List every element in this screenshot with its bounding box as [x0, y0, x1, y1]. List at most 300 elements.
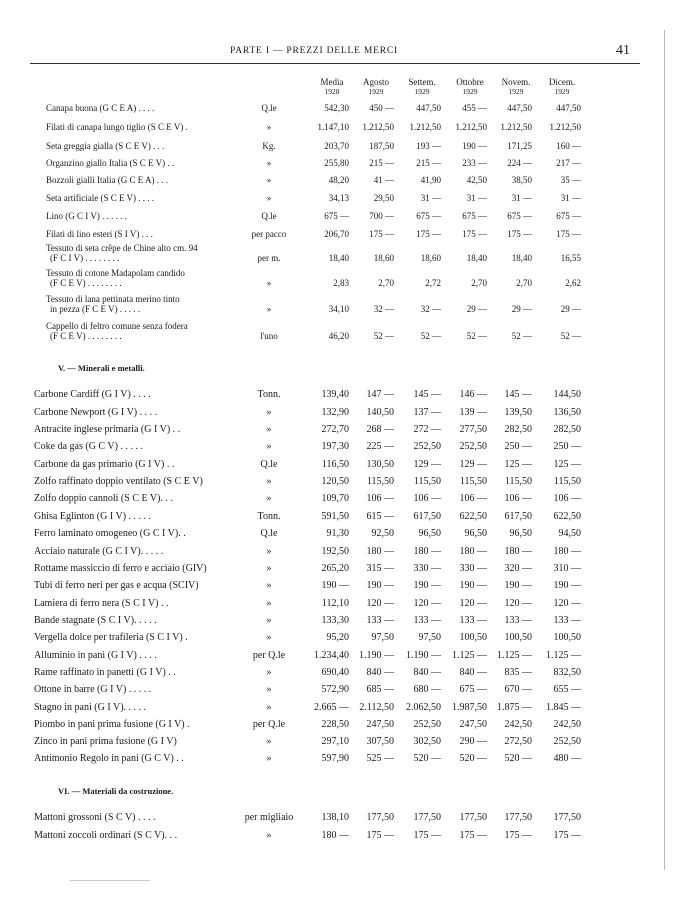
price-cell: 106 —: [366, 493, 394, 504]
page-header: [30, 43, 630, 60]
row-label: Lamiera di ferro nera (S C I V) . .: [34, 598, 169, 609]
price-cell: 52 —: [420, 331, 441, 341]
price-cell: 2,70: [378, 278, 394, 288]
table-row: [0, 158, 682, 171]
price-cell: 192,50: [321, 546, 349, 557]
price-cell: 31 —: [420, 193, 441, 203]
price-cell: 18,40: [466, 253, 487, 263]
price-cell: 1.987,50: [452, 702, 487, 713]
price-cell: 133 —: [413, 615, 441, 626]
row-label: Stagno in pani (G I V). . . . .: [34, 702, 147, 713]
row-label: Filati di canapa lungo tiglio (S C E V) .: [46, 122, 188, 132]
table-row: [0, 268, 682, 291]
price-cell: 277,50: [459, 424, 487, 435]
table-row: [0, 528, 682, 541]
row-label: Antracite inglese primaria (G I V) . .: [34, 424, 181, 435]
row-unit: Q.le: [261, 103, 277, 113]
table-row: [0, 321, 682, 344]
price-cell: 100,50: [459, 632, 487, 643]
row-label: Antimonio Regolo in pani (G C V) . .: [34, 753, 184, 764]
row-unit: Kg.: [262, 141, 276, 151]
price-cell: 137 —: [413, 407, 441, 418]
row-label: Vergella dolce per trafileria (S C I V) .: [34, 632, 188, 643]
price-cell: 203,70: [324, 141, 349, 151]
section-heading-materiali: VI. — Materiali da costruzione.: [58, 786, 174, 796]
table-row: [0, 667, 682, 680]
price-cell: 32 —: [420, 304, 441, 314]
price-cell: 617,50: [413, 511, 441, 522]
table-row: [0, 407, 682, 420]
row-label: Coke da gas (G C V) . . . . .: [34, 441, 143, 452]
price-cell: 622,50: [459, 511, 487, 522]
row-label: Piombo in pani prima fusione (G I V) .: [34, 719, 190, 730]
col-header-dicembre: Dicem. 1929: [548, 77, 576, 96]
row-label: [46, 244, 198, 263]
price-cell: 138,10: [321, 812, 349, 823]
price-cell: 175 —: [553, 830, 581, 841]
price-cell: 175 —: [369, 229, 394, 239]
row-unit: Q.le: [260, 459, 278, 470]
price-cell: 18,40: [511, 253, 532, 263]
price-cell: 52 —: [373, 331, 394, 341]
row-label: Acciaio naturale (G C I V). . . . .: [34, 546, 164, 557]
price-cell: 52 —: [466, 331, 487, 341]
price-cell: 255,80: [324, 158, 349, 168]
row-unit: »: [266, 830, 272, 841]
price-cell: 177,50: [413, 812, 441, 823]
table-row: [0, 389, 682, 402]
price-cell: 139 —: [459, 407, 487, 418]
price-cell: 129 —: [413, 459, 441, 470]
price-cell: 120 —: [459, 598, 487, 609]
row-unit: »: [266, 424, 272, 435]
price-cell: 447,50: [416, 103, 441, 113]
price-cell: 115,50: [366, 476, 394, 487]
col-header-agosto: Agosto 1929: [362, 77, 389, 96]
row-unit: »: [266, 175, 272, 185]
price-cell: 252,50: [459, 441, 487, 452]
table-row: [0, 753, 682, 766]
price-cell: 175 —: [507, 229, 532, 239]
price-cell: 840 —: [459, 667, 487, 678]
running-title: PARTE I — PREZZI DELLE MERCI: [230, 46, 398, 56]
row-unit: per Q.le: [252, 719, 286, 730]
table-row: [0, 650, 682, 663]
price-cell: 120 —: [553, 598, 581, 609]
row-label: Rottame massiccio di ferro e acciaio (GIV): [34, 563, 207, 574]
table-row: [0, 580, 682, 593]
price-cell: 92,50: [371, 528, 394, 539]
price-cell: 1.125 —: [546, 650, 581, 661]
row-unit: »: [266, 580, 272, 591]
price-cell: 18,60: [373, 253, 394, 263]
price-cell: 675 —: [416, 211, 441, 221]
price-cell: 542,30: [324, 103, 349, 113]
price-cell: 190 —: [553, 580, 581, 591]
row-unit: »: [266, 615, 272, 626]
price-cell: 242,50: [553, 719, 581, 730]
price-cell: 690,40: [321, 667, 349, 678]
price-cell: 447,50: [556, 103, 581, 113]
table-row: [0, 493, 682, 506]
price-cell: 95,20: [326, 632, 349, 643]
price-cell: 175 —: [504, 830, 532, 841]
price-cell: 447,50: [507, 103, 532, 113]
price-cell: 52 —: [560, 331, 581, 341]
price-cell: 112,10: [321, 598, 349, 609]
price-cell: 133 —: [366, 615, 394, 626]
scan-artifact: [70, 880, 150, 881]
row-label: Seta greggia gialla (S C E V) . . .: [46, 141, 165, 151]
price-cell: 18,40: [328, 253, 349, 263]
price-cell: 252,50: [413, 441, 441, 452]
price-cell: 32 —: [373, 304, 394, 314]
price-cell: 109,70: [321, 493, 349, 504]
price-cell: 455 —: [462, 103, 487, 113]
table-row: [0, 511, 682, 524]
row-label: Lino (G C I V) . . . . . .: [46, 211, 127, 221]
table-row: [0, 736, 682, 749]
price-cell: 272,70: [321, 424, 349, 435]
price-cell: 91,30: [326, 528, 349, 539]
price-cell: 1.212,50: [549, 122, 581, 132]
row-label-line1: Cappello di feltro comune senza fodera: [46, 321, 188, 331]
price-cell: 252,50: [413, 719, 441, 730]
price-cell: 2,83: [333, 278, 349, 288]
price-cell: 272,50: [504, 736, 532, 747]
row-unit: »: [266, 684, 272, 695]
price-cell: 42,50: [466, 175, 487, 185]
price-cell: 31 —: [466, 193, 487, 203]
price-cell: 225 —: [366, 441, 394, 452]
table-row: [0, 719, 682, 732]
price-cell: 129 —: [459, 459, 487, 470]
row-label: [46, 322, 188, 341]
row-unit: »: [266, 563, 272, 574]
table-row: [0, 830, 682, 843]
price-cell: 133 —: [504, 615, 532, 626]
price-cell: 1.845 —: [546, 702, 581, 713]
table-row: [0, 459, 682, 472]
row-unit: »: [266, 736, 272, 747]
price-cell: 247,50: [366, 719, 394, 730]
price-cell: 215 —: [416, 158, 441, 168]
price-cell: 140,50: [366, 407, 394, 418]
table-row: [0, 702, 682, 715]
price-cell: 252,50: [553, 736, 581, 747]
price-cell: 282,50: [553, 424, 581, 435]
price-cell: 835 —: [504, 667, 532, 678]
row-label: Carbone Cardiff (G I V) . . . .: [34, 389, 151, 400]
row-unit: »: [266, 278, 272, 288]
price-cell: 175 —: [413, 830, 441, 841]
price-cell: 525 —: [366, 753, 394, 764]
price-cell: 670 —: [504, 684, 532, 695]
price-cell: 187,50: [369, 141, 394, 151]
price-cell: 133 —: [553, 615, 581, 626]
price-cell: 675 —: [462, 211, 487, 221]
row-unit: Tonn.: [257, 511, 281, 522]
row-label: Mattoni grossoni (S C V) . . . .: [34, 812, 156, 823]
price-cell: 250 —: [553, 441, 581, 452]
row-unit: »: [266, 702, 272, 713]
price-cell: 160 —: [556, 141, 581, 151]
price-cell: 177,50: [553, 812, 581, 823]
price-cell: 177,50: [366, 812, 394, 823]
price-cell: 675 —: [459, 684, 487, 695]
price-cell: 35 —: [560, 175, 581, 185]
price-cell: 1.147,10: [317, 122, 349, 132]
price-cell: 106 —: [553, 493, 581, 504]
price-cell: 106 —: [413, 493, 441, 504]
price-cell: 120 —: [366, 598, 394, 609]
price-cell: 145 —: [413, 389, 441, 400]
price-cell: 139,40: [321, 389, 349, 400]
price-cell: 2.062,50: [406, 702, 441, 713]
price-cell: 217 —: [556, 158, 581, 168]
price-cell: 2,70: [471, 278, 487, 288]
price-cell: 655 —: [553, 684, 581, 695]
header-rule: [30, 63, 640, 64]
price-cell: 175 —: [556, 229, 581, 239]
table-row: [0, 476, 682, 489]
price-cell: 16,55: [560, 253, 581, 263]
price-cell: 190 —: [459, 580, 487, 591]
row-label: [46, 269, 185, 288]
price-cell: 175 —: [459, 830, 487, 841]
price-cell: 190 —: [462, 141, 487, 151]
row-unit: »: [266, 667, 272, 678]
price-cell: 120 —: [504, 598, 532, 609]
page-number: 41: [616, 43, 630, 58]
row-unit: »: [266, 122, 272, 132]
row-label-line1: Tessuto di lana pettinata merino tinto: [46, 294, 180, 304]
price-cell: 1.234,40: [314, 650, 349, 661]
price-cell: 180 —: [553, 546, 581, 557]
row-unit: »: [266, 193, 272, 203]
price-cell: 675 —: [507, 211, 532, 221]
table-row: [0, 122, 682, 135]
row-label-line1: Tessuto di seta crêpe de Chine alto cm. 94: [46, 243, 198, 253]
col-header-ottobre: Ottobre 1929: [456, 77, 484, 96]
price-cell: 180 —: [413, 546, 441, 557]
price-cell: 115,50: [413, 476, 441, 487]
price-cell: 840 —: [366, 667, 394, 678]
row-unit: »: [266, 407, 272, 418]
price-cell: 29 —: [511, 304, 532, 314]
price-cell: 133,30: [321, 615, 349, 626]
row-unit: »: [266, 753, 272, 764]
price-cell: 268 —: [366, 424, 394, 435]
row-label: Carbone Newport (G I V) . . . .: [34, 407, 158, 418]
price-cell: 177,50: [459, 812, 487, 823]
table-row: [0, 211, 682, 224]
price-cell: 175 —: [462, 229, 487, 239]
row-label: Zinco in pani prima fusione (G I V): [34, 736, 177, 747]
table-row: [0, 193, 682, 206]
section-heading-minerali: V. — Minerali e metalli.: [58, 363, 145, 373]
price-cell: 832,50: [553, 667, 581, 678]
price-cell: 29 —: [560, 304, 581, 314]
price-cell: 265,20: [321, 563, 349, 574]
price-cell: 700 —: [369, 211, 394, 221]
row-unit: per m.: [257, 253, 281, 263]
price-cell: 115,50: [553, 476, 581, 487]
price-cell: 330 —: [413, 563, 441, 574]
table-row: [0, 294, 682, 317]
price-cell: 180 —: [459, 546, 487, 557]
price-cell: 120,50: [321, 476, 349, 487]
price-cell: 100,50: [504, 632, 532, 643]
price-cell: 136,50: [553, 407, 581, 418]
row-label: Zolfo raffinato doppio ventilato (S C E V): [34, 476, 203, 487]
price-cell: 180 —: [321, 830, 349, 841]
price-cell: 144,50: [553, 389, 581, 400]
price-cell: 622,50: [553, 511, 581, 522]
price-cell: 1.212,50: [409, 122, 441, 132]
price-cell: 190 —: [321, 580, 349, 591]
row-label-line2: (F C E V) . . . . . . . .: [50, 330, 122, 341]
price-cell: 145 —: [504, 389, 532, 400]
price-cell: 247,50: [459, 719, 487, 730]
price-cell: 177,50: [504, 812, 532, 823]
price-cell: 282,50: [504, 424, 532, 435]
price-cell: 96,50: [464, 528, 487, 539]
row-unit: per Q.le: [252, 650, 286, 661]
price-cell: 572,90: [321, 684, 349, 695]
row-label-line1: Tessuto di cotone Madapolam candido: [46, 268, 185, 278]
price-cell: 116,50: [321, 459, 349, 470]
price-cell: 190 —: [366, 580, 394, 591]
price-cell: 31 —: [560, 193, 581, 203]
price-cell: 685 —: [366, 684, 394, 695]
row-unit: per pacco: [251, 229, 287, 239]
price-cell: 315 —: [366, 563, 394, 574]
table-row: [0, 546, 682, 559]
price-cell: 302,50: [413, 736, 441, 747]
price-cell: 228,50: [321, 719, 349, 730]
price-cell: 272 —: [413, 424, 441, 435]
table-row: [0, 563, 682, 576]
row-label: Mattoni zoccoli ordinari (S C V). . .: [34, 830, 178, 841]
table-row: [0, 441, 682, 454]
price-cell: 307,50: [366, 736, 394, 747]
col-header-settembre: Settem. 1929: [408, 77, 436, 96]
price-cell: 330 —: [459, 563, 487, 574]
price-cell: 1.875 —: [497, 702, 532, 713]
price-cell: 175 —: [416, 229, 441, 239]
price-cell: 97,50: [371, 632, 394, 643]
price-cell: 139,50: [504, 407, 532, 418]
row-label: Bozzoli gialli Italia (G C E A) . . .: [46, 175, 168, 185]
price-cell: 106 —: [504, 493, 532, 504]
table-row: [0, 229, 682, 242]
price-cell: 106 —: [459, 493, 487, 504]
row-label: Tubi di ferro neri per gas e acqua (SCIV): [34, 580, 199, 591]
price-cell: 190 —: [504, 580, 532, 591]
price-cell: 41,90: [420, 175, 441, 185]
price-cell: 115,50: [504, 476, 532, 487]
price-cell: 97,50: [418, 632, 441, 643]
price-cell: 96,50: [418, 528, 441, 539]
table-row: [0, 424, 682, 437]
price-cell: 41 —: [373, 175, 394, 185]
price-cell: 193 —: [416, 141, 441, 151]
row-unit: »: [266, 476, 272, 487]
price-cell: 520 —: [413, 753, 441, 764]
price-cell: 1.190 —: [406, 650, 441, 661]
price-cell: 320 —: [504, 563, 532, 574]
price-cell: 147 —: [366, 389, 394, 400]
price-cell: 2,70: [516, 278, 532, 288]
price-cell: 675 —: [556, 211, 581, 221]
price-cell: 18,60: [420, 253, 441, 263]
price-cell: 215 —: [369, 158, 394, 168]
price-cell: 125 —: [553, 459, 581, 470]
row-label-line2: (F C E V) . . . . . . . .: [50, 277, 122, 288]
price-cell: 242,50: [504, 719, 532, 730]
price-cell: 100,50: [553, 632, 581, 643]
price-cell: 617,50: [504, 511, 532, 522]
price-cell: 29 —: [466, 304, 487, 314]
row-unit: »: [266, 304, 272, 314]
price-cell: 132,90: [321, 407, 349, 418]
table-row: [0, 615, 682, 628]
price-cell: 96,50: [509, 528, 532, 539]
price-cell: 2,62: [565, 278, 581, 288]
table-row: [0, 141, 682, 154]
price-cell: 48,20: [328, 175, 349, 185]
price-cell: 2.665 —: [314, 702, 349, 713]
price-cell: 175 —: [366, 830, 394, 841]
row-label: Rame raffinato in panetti (G I V) . .: [34, 667, 176, 678]
row-label: Organzino giallo Italia (S C E V) . .: [46, 158, 175, 168]
price-cell: 130,50: [366, 459, 394, 470]
price-cell: 38,50: [511, 175, 532, 185]
col-header-media: Media 1928: [320, 77, 344, 96]
price-cell: 115,50: [459, 476, 487, 487]
row-label: Alluminio in pani (G I V) . . . .: [34, 650, 157, 661]
row-label: Canapa buona (G C E A) . . . .: [46, 103, 155, 113]
price-cell: 1.190 —: [359, 650, 394, 661]
row-label: Ghisa Eglinton (G I V) . . . . .: [34, 511, 152, 522]
row-label: Zolfo doppio cannoli (S C E V). . .: [34, 493, 173, 504]
row-unit: »: [266, 441, 272, 452]
price-cell: 597,90: [321, 753, 349, 764]
row-unit: »: [266, 546, 272, 557]
price-cell: 120 —: [413, 598, 441, 609]
price-cell: 1.125 —: [452, 650, 487, 661]
price-cell: 180 —: [366, 546, 394, 557]
price-cell: 680 —: [413, 684, 441, 695]
price-cell: 171,25: [507, 141, 532, 151]
row-label-line2: (F C I V) . . . . . . . .: [50, 252, 120, 263]
price-cell: 180 —: [504, 546, 532, 557]
row-unit: »: [266, 158, 272, 168]
price-cell: 233 —: [462, 158, 487, 168]
price-cell: 2.112,50: [359, 702, 394, 713]
row-label: Filati di lino esteri (S I V) . . .: [46, 229, 153, 239]
row-unit: l'uno: [260, 331, 278, 341]
table-row: [0, 632, 682, 645]
price-cell: 675 —: [324, 211, 349, 221]
price-cell: 125 —: [504, 459, 532, 470]
price-cell: 29,50: [373, 193, 394, 203]
column-headers: [0, 77, 682, 101]
row-label: Seta artificiale (S C E V) . . . .: [46, 193, 155, 203]
row-label: Ottone in barre (G I V) . . . . .: [34, 684, 152, 695]
price-cell: 146 —: [459, 389, 487, 400]
